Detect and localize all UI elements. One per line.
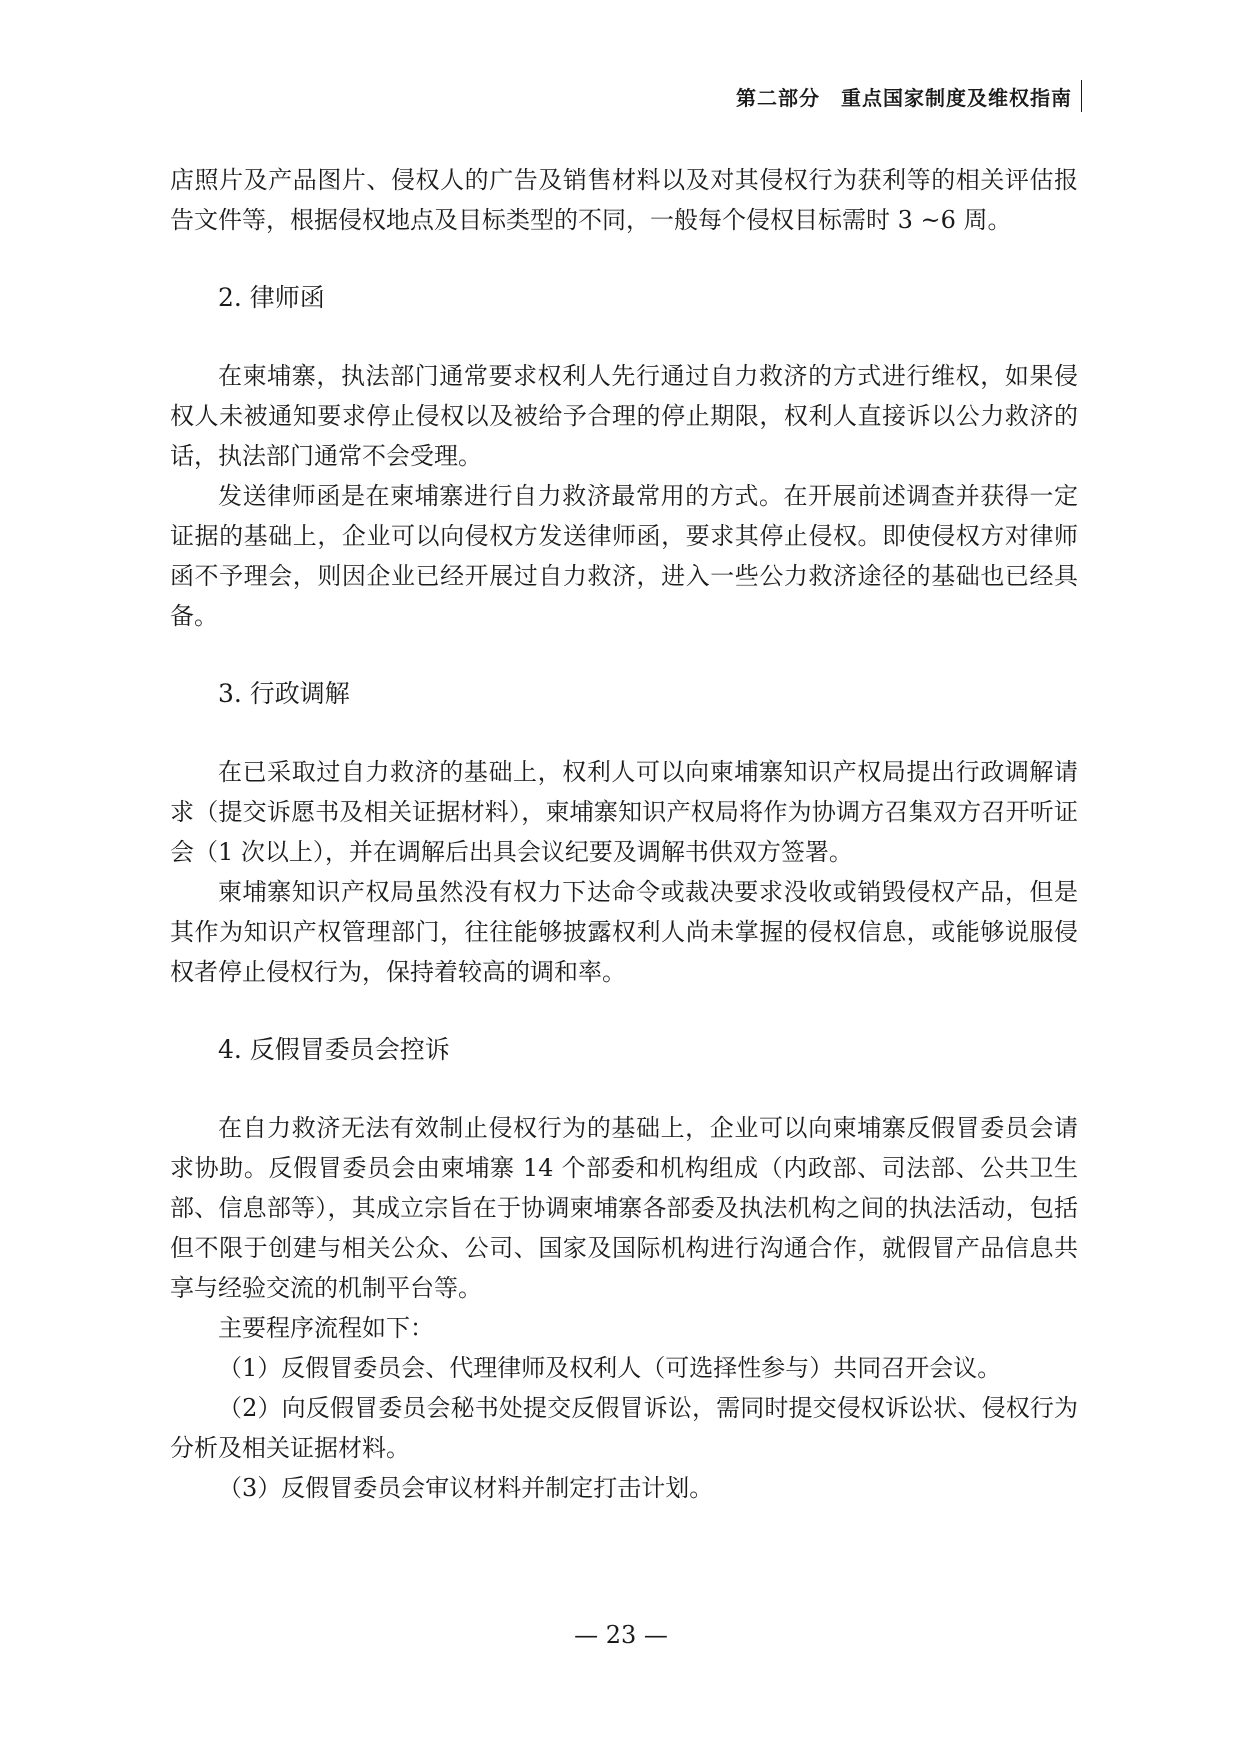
section-heading-lawyer-letter: 2. 律师函 [218,283,325,312]
paragraph-procedure-intro: 主要程序流程如下： [218,1314,434,1342]
paragraph-anti-counterfeit-1: 在自力救济无法有效制止侵权行为的基础上，企业可以向柬埔寨反假冒委员会请求协助。反假冒委员会由柬埔寨 14 个部委和机构组成（内政部、司法部、公共卫生部、信息部等），其成立宗旨在于协调柬埔寨各部委及执法机构之间的执法活动，包括但不限于创建与相关公众、公司、国家及国际机构进行沟通合作，就假冒产品信息共享与经验交流的机制平台等。 [170,1114,1078,1302]
continued-paragraph: 店照片及产品图片、侵权人的广告及销售材料以及对其侵权行为获利等的相关评估报告文件等，根据侵权地点及目标类型的不同，一般每个侵权目标需时 3 ~6 周。 [170,166,1078,234]
paragraph-lawyer-letter-1: 在柬埔寨，执法部门通常要求权利人先行通过自力救济的方式进行维权，如果侵权人未被通知要求停止侵权以及被给予合理的停止期限，权利人直接诉以公力救济的话，执法部门通常不会受理。 [170,362,1078,470]
page-number: — 23 — [574,1621,668,1649]
procedure-step-2: （2）向反假冒委员会秘书处提交反假冒诉讼，需同时提交侵权诉讼状、侵权行为分析及相关证据材料。 [170,1394,1078,1462]
procedure-step-3: （3）反假冒委员会审议材料并制定打击计划。 [218,1474,714,1502]
section-heading-anti-counterfeit: 4. 反假冒委员会控诉 [218,1035,450,1064]
procedure-step-1: （1）反假冒委员会、代理律师及权利人（可选择性参与）共同召开会议。 [218,1354,1002,1382]
running-header: 第二部分 重点国家制度及维权指南 [736,86,1072,110]
paragraph-lawyer-letter-2: 发送律师函是在柬埔寨进行自力救济最常用的方式。在开展前述调查并获得一定证据的基础上，企业可以向侵权方发送律师函，要求其停止侵权。即使侵权方对律师函不予理会，则因企业已经开展过自力救济，进入一些公力救济途径的基础也已经具备。 [170,482,1078,630]
paragraph-mediation-1: 在已采取过自力救济的基础上，权利人可以向柬埔寨知识产权局提出行政调解请求（提交诉愿书及相关证据材料），柬埔寨知识产权局将作为协调方召集双方召开听证会（1 次以上），并在调解后出具会议纪要及调解书供双方签署。 [170,758,1078,866]
paragraph-mediation-2: 柬埔寨知识产权局虽然没有权力下达命令或裁决要求没收或销毁侵权产品，但是其作为知识产权管理部门，往往能够披露权利人尚未掌握的侵权信息，或能够说服侵权者停止侵权行为，保持着较高的调和率。 [170,878,1078,986]
section-heading-mediation: 3. 行政调解 [218,679,350,708]
header-rule [1081,80,1082,112]
page-body [170,160,1078,1508]
